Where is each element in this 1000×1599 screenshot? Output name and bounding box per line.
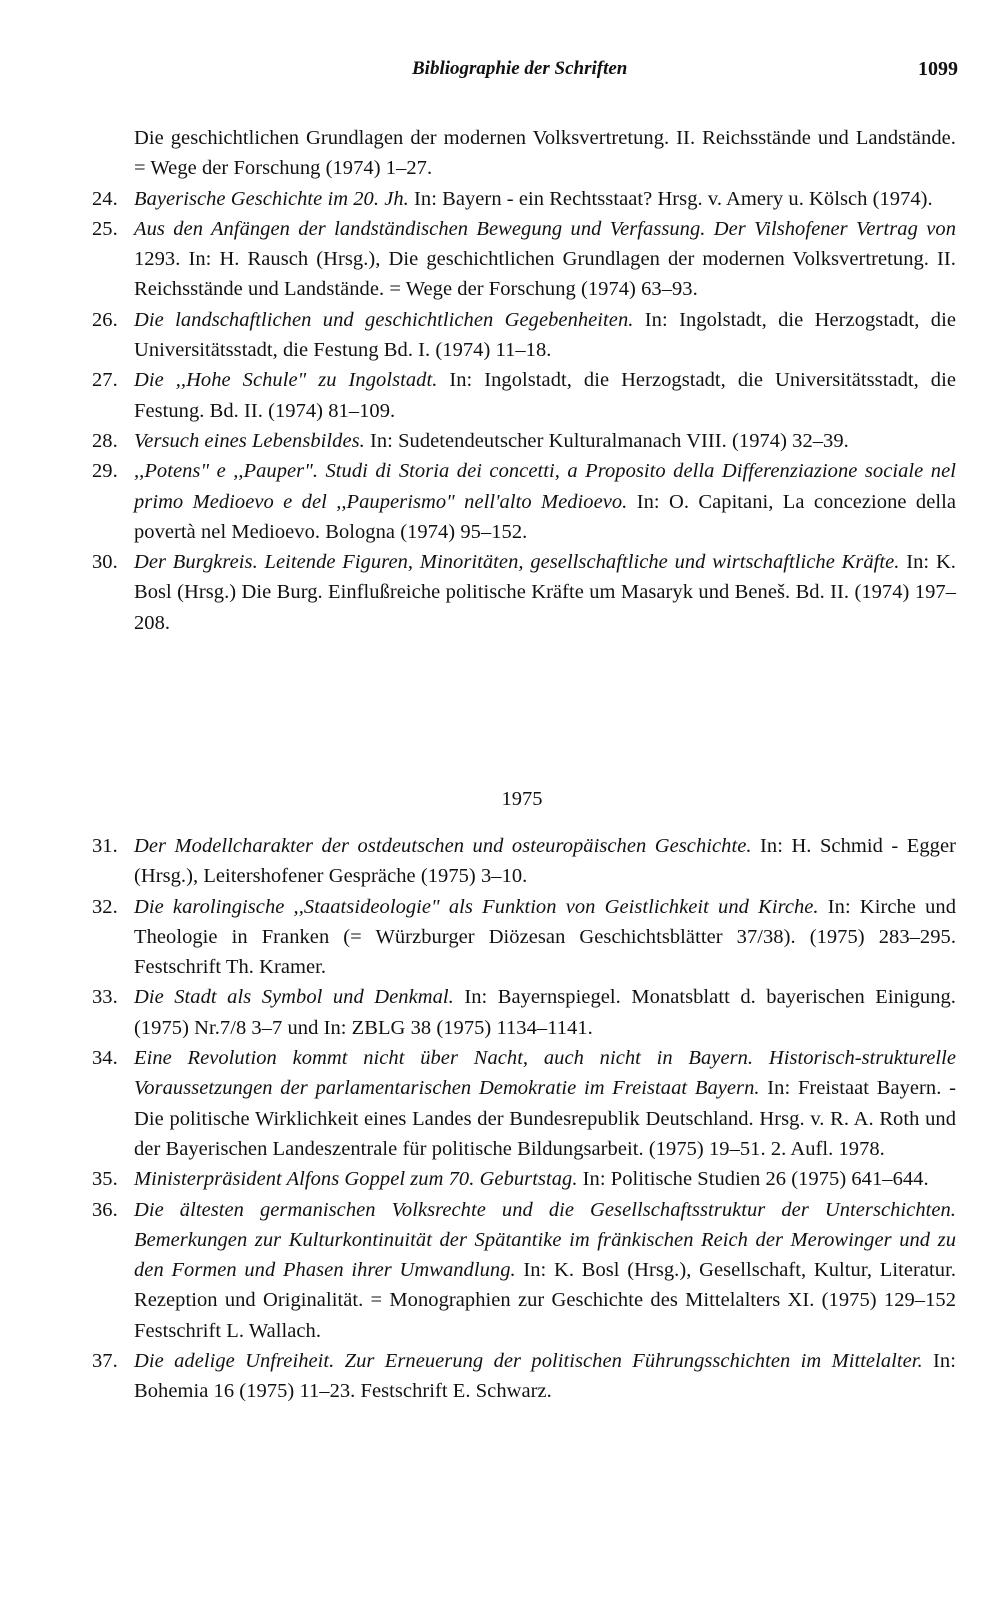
entry-number: 25. [92,217,118,240]
entry-title: Eine Revolution kommt nicht über Nacht, auch nicht in Bayern. Historisch-strukturelle Voraussetzungen der parlamentarischen Demokratie im Freistaat Bayern. [134,1047,956,1100]
entry-details: In: Bayernspiegel. Monatsblatt d. bayerischen Einigung. (1975) Nr.7/8 3–7 und In: ZBLG 38 (1975) 1134–1141. [134,986,956,1039]
bibliography-entry [92,1043,956,1164]
entry-title: Bayerische Geschichte im 20. Jh. [134,187,409,210]
entry-details: In: Ingolstadt, die Herzogstadt, die Universitätsstadt, die Festung Bd. I. (1974) 11–18. [134,308,957,362]
entry-number: 29. [92,460,118,483]
entry-details: In: K. Bosl (Hrsg.) Die Burg. Einflußreiche politische Kräfte um Masaryk und Beneš. Bd. II. (1974) 197–208. [134,551,956,634]
entry-title: Die ,,Hohe Schule" zu Ingolstadt. [134,369,438,392]
entry-details: In: Freistaat Bayern. - Die politische Wirklichkeit eines Landes der Bundesrepublik Deutschland. Hrsg. v. R. A. Roth und der Bayerischen Landeszentrale für politische Bildungsarbeit. (1975) 19–51. 2. Aufl. 1978. [134,1077,957,1160]
entry-title: Die landschaftlichen und geschichtlichen Gegebenheiten. [134,308,634,331]
entry-title: Ministerpräsident Alfons Goppel zum 70. Geburtstag. [134,1168,578,1191]
bibliography-entry [92,1195,956,1346]
bibliography-entry [92,184,956,214]
entry-title: Der Modellcharakter der ostdeutschen und osteuropäischen Geschichte. [134,835,752,857]
entry-details: In: Kirche und Theologie in Franken (= Würzburger Diözesan Geschichtsblätter 37/38). (1975) 283–295. Festschrift Th. Kramer. [134,895,957,979]
year-heading: 1975 [501,788,543,810]
entry-number: 32. [92,895,118,918]
entry-title: Aus den Anfängen der landständischen Bewegung und Verfassung. Der Vilshofener Vertrag von [134,217,956,240]
entry-number: 27. [92,369,118,392]
bibliography-entry [92,305,956,366]
bibliography-entry [92,831,956,892]
bibliography-entry [92,214,956,305]
bibliography-entry [92,365,956,426]
entry-title: Die karolingische ,,Staatsideologie" als Funktion von Geistlichkeit und Kirche. [134,895,819,918]
entry-title: ,,Potens" e ,,Pauper". Studi di Storia dei concetti, a Proposito della Differenziazione sociale nel primo Medioevo e del ,,Pauperismo" nell'alto Medioevo. [134,460,956,513]
entry-details: In: K. Bosl (Hrsg.), Gesellschaft, Kultur, Literatur. Rezeption und Originalität. = Monographien zur Geschichte des Mittelalters XI. (1975) 129–152 Festschrift L. Wallach. [134,1259,956,1342]
entry-details: In: H. Schmid - Egger (Hrsg.), Leitershofener Gespräche (1975) 3–10. [134,835,956,888]
bibliography-entry [92,892,956,983]
entry-continuation [92,123,956,184]
entry-details: In: Bohemia 16 (1975) 11–23. Festschrift E. Schwarz. [134,1350,956,1403]
entry-number: 36. [92,1198,118,1221]
entry-continuation-text: Die geschichtlichen Grundlagen der modernen Volksvertretung. II. Reichsstände und Landstände. = Wege der Forschung (1974) 1–27. [134,127,956,180]
entry-details: In: Bayern - ein Rechtsstaat? Hrsg. v. Amery u. Kölsch (1974). [408,187,933,210]
entry-number: 31. [92,835,118,857]
bibliography-entry [92,1164,956,1194]
entry-title: Die adelige Unfreiheit. Zur Erneuerung der politischen Führungsschichten im Mittelalter. [134,1350,923,1373]
bibliography-entry [92,1346,956,1407]
entry-number: 30. [92,551,118,574]
bibliography-1974-section [92,123,956,638]
entry-number: 37. [92,1350,118,1373]
bibliography-entry [92,456,956,547]
running-header [0,58,1000,88]
bibliography-entry [92,426,956,456]
entry-details: In: O. Capitani, La concezione della povertà nel Medioevo. Bologna (1974) 95–152. [134,490,956,543]
entry-title: Der Burgkreis. Leitende Figuren, Minoritäten, gesellschaftliche und wirtschaftliche Kräfte. [134,551,900,574]
entry-details: In: Ingolstadt, die Herzogstadt, die Universitätsstadt, die Festung. Bd. II. (1974) 81–109. [134,369,956,422]
entry-title: Versuch eines Lebensbildes. [134,429,365,452]
entry-title: Die Stadt als Symbol und Denkmal. [134,986,454,1009]
entry-number: 24. [92,187,118,210]
page-number: 1099 [918,58,958,80]
bibliography-entry [92,547,956,638]
entry-details: In: Sudetendeutscher Kulturalmanach VIII. (1974) 32–39. [364,429,849,452]
entry-details: 1293. In: H. Rausch (Hrsg.), Die geschichtlichen Grundlagen der modernen Volksvertretung. II. Reichsstände und Landstände. = Wege der Forschung (1974) 63–93. [134,248,956,301]
entry-number: 26. [92,308,118,331]
entry-details: In: Politische Studien 26 (1975) 641–644. [577,1168,929,1191]
entry-number: 28. [92,429,118,452]
entry-number: 34. [92,1047,118,1070]
entry-number: 33. [92,986,118,1009]
running-title: Bibliographie der Schriften [412,58,628,79]
entry-title: Die ältesten germanischen Volksrechte und die Gesellschaftsstruktur der Unterschichten. Bemerkungen zur Kulturkontinuität der Spätantike im fränkischen Reich der Merowinger und zu den Formen und Phasen ihrer Umwandlung. [134,1198,956,1282]
bibliography-entry [92,982,956,1043]
bibliography-1975-section [92,831,956,1407]
entry-number: 35. [92,1168,118,1191]
